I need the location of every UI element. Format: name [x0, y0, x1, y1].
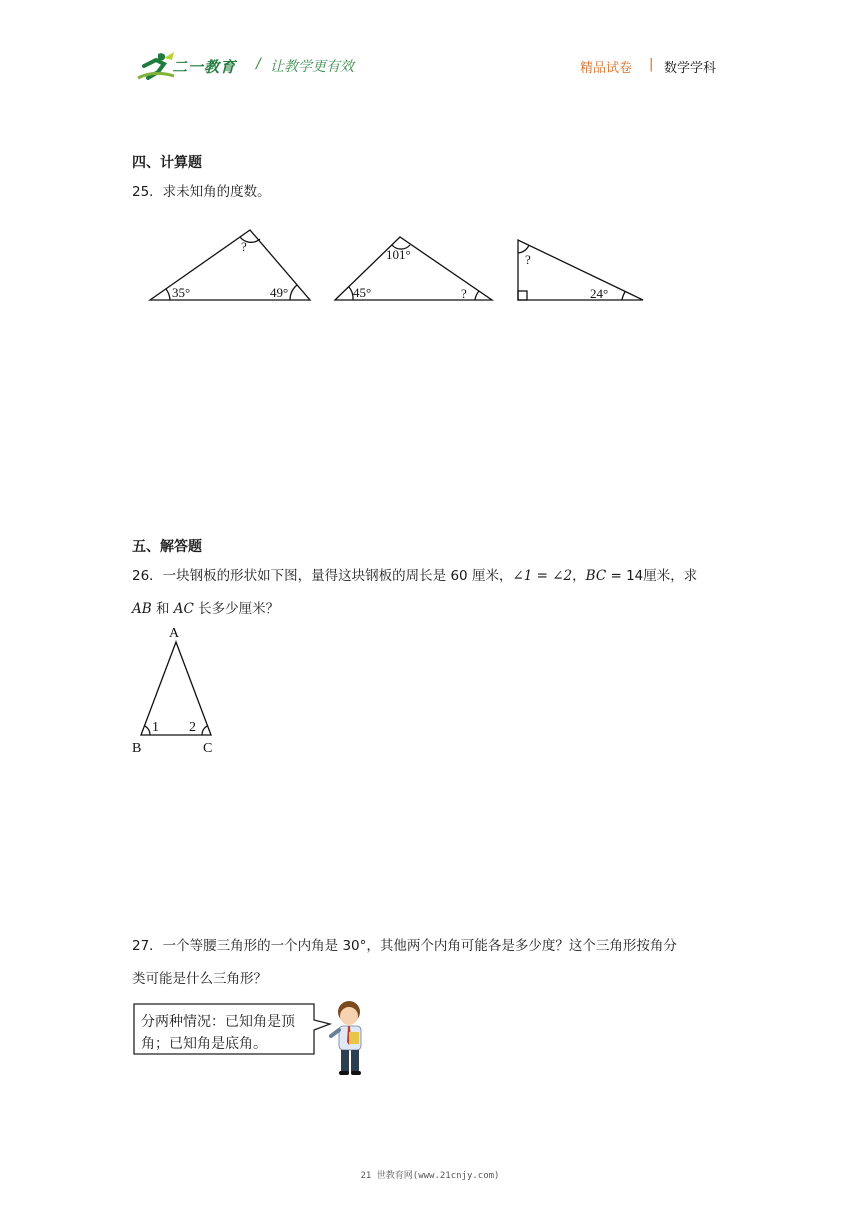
hint-line-2: 角；已知角是底角。	[141, 1036, 267, 1052]
vertex-c-label: C	[203, 741, 213, 756]
tri2-top-label: 101°	[386, 247, 411, 262]
tri1-top-label: ?	[241, 239, 247, 254]
angle-1-label: 1	[152, 720, 159, 735]
tri3-right-label: 24°	[590, 286, 609, 301]
section-four-title: 四、计算题	[132, 155, 202, 171]
question-27-line2: 类可能是什么三角形？	[132, 971, 267, 987]
q26-bc: BC	[585, 568, 607, 584]
question-26-line2	[132, 597, 279, 617]
question-25-text: 25．求未知角的度数。	[132, 184, 271, 200]
q26-tail: 长多少厘米？	[193, 601, 280, 617]
section-five-title: 五、解答题	[132, 539, 202, 555]
q26-ab: AB	[132, 601, 152, 617]
triangles-figure	[140, 225, 660, 310]
tri2-right-label: ?	[461, 286, 467, 301]
q26-angle-expr: ∠1 = ∠2	[512, 568, 573, 584]
tri3-top-label: ?	[525, 252, 531, 267]
triangle-3	[518, 240, 643, 300]
tri1-left-label: 35°	[172, 285, 191, 300]
vertex-a-label: A	[169, 626, 180, 641]
header-right-label: 精品试卷	[580, 61, 633, 76]
question-26-line1	[132, 564, 697, 584]
teacher-illustration-icon	[327, 998, 375, 1078]
q26-ac: AC	[173, 601, 194, 617]
hint-text	[141, 1011, 321, 1055]
tri2-left-label: 45°	[353, 285, 372, 300]
q26-text-a: 26．一块钢板的形状如下图，量得这块钢板的周长是 60 厘米，	[132, 568, 513, 584]
q26-bc-value: = 14厘米，求	[606, 568, 698, 584]
vertex-b-label: B	[132, 741, 142, 756]
page-footer: 21 世教育网(www.21cnjy.com)	[360, 1171, 500, 1181]
header-subject: 数学学科	[664, 61, 717, 76]
hint-line-1: 分两种情况：已知角是顶	[141, 1014, 295, 1030]
header-right-separator: |	[649, 57, 654, 72]
isosceles-triangle-figure	[128, 620, 228, 760]
brand-name: 二一教育	[172, 58, 237, 76]
q26-sep: ，	[572, 568, 586, 584]
tri1-right-label: 49°	[270, 285, 289, 300]
angle-2-label: 2	[189, 720, 196, 735]
header-slogan: 让教学更有效	[270, 59, 354, 75]
q26-and: 和	[151, 601, 174, 617]
question-27-line1: 27．一个等腰三角形的一个内角是 30°，其他两个内角可能各是多少度？这个三角形按角分	[132, 938, 677, 954]
header-separator: /	[256, 56, 261, 72]
